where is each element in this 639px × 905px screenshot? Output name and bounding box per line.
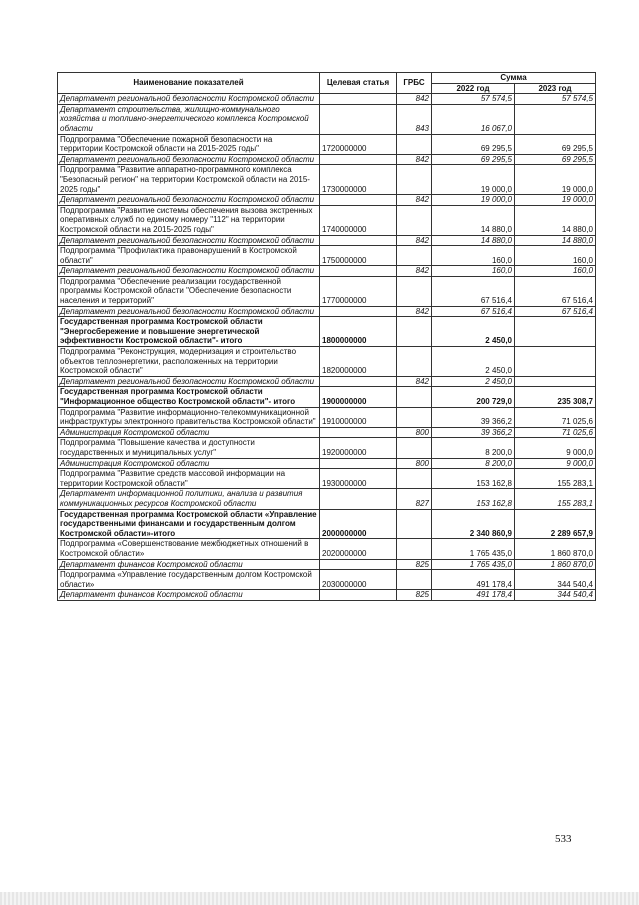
table-row (58, 195, 596, 206)
table-row (58, 205, 596, 235)
row-name-cell: Подпрограмма "Повышение качества и доступности государственных и муниципальных услуг" (58, 438, 320, 458)
row-name-cell: Департамент региональной безопасности Костромской области (58, 235, 320, 246)
row-value-2023-cell (515, 376, 596, 387)
row-target-article-cell (320, 306, 397, 317)
row-value-2022-cell: 491 178,4 (432, 590, 515, 601)
row-value-2023-cell: 67 516,4 (515, 306, 596, 317)
row-target-article-cell: 1820000000 (320, 347, 397, 377)
row-grbs-cell: 800 (397, 458, 432, 469)
row-name-cell: Администрация Костромской области (58, 427, 320, 438)
row-grbs-cell: 842 (397, 306, 432, 317)
row-target-article-cell (320, 489, 397, 509)
row-name-cell: Подпрограмма "Профилактика правонарушений в Костромской области" (58, 246, 320, 266)
budget-table (57, 72, 596, 601)
row-name-cell: Подпрограмма "Развитие аппаратно-программного комплекса "Безопасный регион" на территории Костромской области на 2015-2025 годы" (58, 165, 320, 195)
row-value-2023-cell: 69 295,5 (515, 154, 596, 165)
row-value-2022-cell: 491 178,4 (432, 570, 515, 590)
header-year-2023: 2023 год (515, 83, 596, 94)
row-target-article-cell (320, 376, 397, 387)
row-grbs-cell (397, 539, 432, 559)
row-name-cell: Подпрограмма "Развитие системы обеспечения вызова экстренных оперативных служб по единому номеру "112" на территории Костромской области на 2015-2025 годы" (58, 205, 320, 235)
row-name-cell: Подпрограмма "Обеспечение пожарной безопасности на территории Костромской области на 2015-2025 годы" (58, 134, 320, 154)
table-row (58, 559, 596, 570)
row-value-2022-cell: 153 162,8 (432, 469, 515, 489)
row-value-2023-cell: 19 000,0 (515, 195, 596, 206)
table-body (58, 94, 596, 601)
row-grbs-cell (397, 469, 432, 489)
row-target-article-cell (320, 154, 397, 165)
row-target-article-cell: 1920000000 (320, 438, 397, 458)
row-grbs-cell (397, 205, 432, 235)
row-value-2023-cell: 57 574,5 (515, 94, 596, 105)
row-value-2022-cell: 14 880,0 (432, 205, 515, 235)
row-grbs-cell: 825 (397, 590, 432, 601)
table-row (58, 94, 596, 105)
row-grbs-cell: 842 (397, 376, 432, 387)
row-target-article-cell: 1720000000 (320, 134, 397, 154)
row-value-2022-cell: 39 366,2 (432, 427, 515, 438)
header-name: Наименование показателей (58, 73, 320, 94)
row-grbs-cell: 842 (397, 266, 432, 277)
row-grbs-cell (397, 387, 432, 407)
row-grbs-cell: 827 (397, 489, 432, 509)
row-value-2023-cell: 9 000,0 (515, 458, 596, 469)
row-value-2023-cell: 67 516,4 (515, 276, 596, 306)
row-value-2023-cell: 9 000,0 (515, 438, 596, 458)
row-name-cell: Подпрограмма "Развитие информационно-телекоммуникационной инфраструктуры электронного правительства Костромской области" (58, 407, 320, 427)
table-row (58, 134, 596, 154)
row-target-article-cell: 1900000000 (320, 387, 397, 407)
row-grbs-cell (397, 347, 432, 377)
row-value-2023-cell: 71 025,6 (515, 427, 596, 438)
header-grbs: ГРБС (397, 73, 432, 94)
table-row (58, 438, 596, 458)
table-header (58, 73, 596, 94)
row-value-2022-cell: 2 450,0 (432, 317, 515, 347)
row-value-2023-cell: 14 880,0 (515, 205, 596, 235)
row-name-cell: Подпрограмма "Обеспечение реализации государственной программы Костромской области "Обеспечение безопасности населения и территорий" (58, 276, 320, 306)
row-name-cell: Департамент финансов Костромской области (58, 590, 320, 601)
row-grbs-cell (397, 317, 432, 347)
table-row (58, 276, 596, 306)
row-target-article-cell: 1740000000 (320, 205, 397, 235)
row-name-cell: Департамент региональной безопасности Костромской области (58, 195, 320, 206)
row-target-article-cell: 1770000000 (320, 276, 397, 306)
table-row (58, 165, 596, 195)
row-value-2022-cell: 8 200,0 (432, 458, 515, 469)
row-value-2023-cell: 160,0 (515, 266, 596, 277)
row-grbs-cell (397, 246, 432, 266)
row-grbs-cell (397, 509, 432, 539)
row-name-cell: Подпрограмма «Управление государственным долгом Костромской области» (58, 570, 320, 590)
row-value-2023-cell: 235 308,7 (515, 387, 596, 407)
row-target-article-cell (320, 235, 397, 246)
row-value-2022-cell: 14 880,0 (432, 235, 515, 246)
row-grbs-cell: 842 (397, 195, 432, 206)
row-value-2022-cell: 19 000,0 (432, 165, 515, 195)
row-target-article-cell: 1750000000 (320, 246, 397, 266)
table-row (58, 387, 596, 407)
row-value-2022-cell: 69 295,5 (432, 134, 515, 154)
row-name-cell: Департамент строительства, жилищно-коммунального хозяйства и топливно-энергетического комплекса Костромской области (58, 104, 320, 134)
row-grbs-cell (397, 165, 432, 195)
row-value-2022-cell: 153 162,8 (432, 489, 515, 509)
row-target-article-cell (320, 458, 397, 469)
row-value-2023-cell: 1 860 870,0 (515, 539, 596, 559)
table-row (58, 509, 596, 539)
row-value-2022-cell: 67 516,4 (432, 306, 515, 317)
row-name-cell: Подпрограмма «Совершенствование межбюджетных отношений в Костромской области» (58, 539, 320, 559)
table-row (58, 570, 596, 590)
row-value-2023-cell: 1 860 870,0 (515, 559, 596, 570)
row-value-2023-cell: 160,0 (515, 246, 596, 266)
row-target-article-cell (320, 266, 397, 277)
row-target-article-cell: 1730000000 (320, 165, 397, 195)
table-row (58, 347, 596, 377)
table-row (58, 104, 596, 134)
row-value-2022-cell: 67 516,4 (432, 276, 515, 306)
row-grbs-cell (397, 276, 432, 306)
row-value-2023-cell: 71 025,6 (515, 407, 596, 427)
scan-edge (0, 892, 639, 905)
row-target-article-cell (320, 104, 397, 134)
table-row (58, 317, 596, 347)
row-value-2022-cell: 1 765 435,0 (432, 539, 515, 559)
table-row (58, 154, 596, 165)
row-name-cell: Государственная программа Костромской области «Управление государственными финансами и государственным долгом Костромской области»-итого (58, 509, 320, 539)
table-row (58, 469, 596, 489)
row-name-cell: Департамент региональной безопасности Костромской области (58, 154, 320, 165)
row-grbs-cell (397, 570, 432, 590)
row-name-cell: Подпрограмма "Развитие средств массовой информации на территории Костромской области" (58, 469, 320, 489)
row-value-2023-cell: 19 000,0 (515, 165, 596, 195)
row-value-2023-cell (515, 317, 596, 347)
row-target-article-cell: 2030000000 (320, 570, 397, 590)
row-value-2023-cell: 155 283,1 (515, 489, 596, 509)
row-target-article-cell: 1930000000 (320, 469, 397, 489)
row-value-2022-cell: 19 000,0 (432, 195, 515, 206)
row-value-2022-cell: 8 200,0 (432, 438, 515, 458)
row-name-cell: Департамент региональной безопасности Костромской области (58, 376, 320, 387)
row-grbs-cell (397, 134, 432, 154)
row-grbs-cell: 800 (397, 427, 432, 438)
header-year-2022: 2022 год (432, 83, 515, 94)
row-value-2023-cell: 14 880,0 (515, 235, 596, 246)
row-value-2023-cell: 2 289 657,9 (515, 509, 596, 539)
row-grbs-cell: 825 (397, 559, 432, 570)
table-row (58, 489, 596, 509)
table-row (58, 590, 596, 601)
row-target-article-cell (320, 590, 397, 601)
row-grbs-cell: 842 (397, 154, 432, 165)
row-value-2022-cell: 2 450,0 (432, 376, 515, 387)
table-row (58, 458, 596, 469)
row-name-cell: Департамент финансов Костромской области (58, 559, 320, 570)
row-value-2022-cell: 39 366,2 (432, 407, 515, 427)
header-sum: Сумма (432, 73, 596, 84)
row-value-2022-cell: 69 295,5 (432, 154, 515, 165)
row-value-2022-cell: 2 450,0 (432, 347, 515, 377)
table-row (58, 266, 596, 277)
row-name-cell: Государственная программа Костромской области "Энергосбережение и повышение энергетической эффективности Костромской области"- итого (58, 317, 320, 347)
row-grbs-cell: 843 (397, 104, 432, 134)
row-name-cell: Департамент региональной безопасности Костромской области (58, 306, 320, 317)
row-target-article-cell (320, 559, 397, 570)
table-row (58, 427, 596, 438)
row-value-2022-cell: 1 765 435,0 (432, 559, 515, 570)
table-row (58, 235, 596, 246)
row-name-cell: Подпрограмма "Реконструкция, модернизация и строительство объектов теплоэнергетики, расположенных на территории Костромской области" (58, 347, 320, 377)
row-value-2022-cell: 16 067,0 (432, 104, 515, 134)
header-target-article: Целевая статья (320, 73, 397, 94)
table-row (58, 376, 596, 387)
row-value-2023-cell (515, 347, 596, 377)
row-target-article-cell (320, 427, 397, 438)
row-value-2022-cell: 160,0 (432, 246, 515, 266)
table-row (58, 539, 596, 559)
row-name-cell: Государственная программа Костромской области "Информационное общество Костромской области"- итого (58, 387, 320, 407)
row-value-2022-cell: 57 574,5 (432, 94, 515, 105)
row-value-2022-cell: 2 340 860,9 (432, 509, 515, 539)
row-grbs-cell: 842 (397, 94, 432, 105)
table-row (58, 306, 596, 317)
row-grbs-cell: 842 (397, 235, 432, 246)
row-target-article-cell: 1910000000 (320, 407, 397, 427)
row-value-2023-cell: 155 283,1 (515, 469, 596, 489)
row-value-2022-cell: 200 729,0 (432, 387, 515, 407)
row-name-cell: Департамент региональной безопасности Костромской области (58, 266, 320, 277)
row-target-article-cell: 2020000000 (320, 539, 397, 559)
row-target-article-cell: 1800000000 (320, 317, 397, 347)
row-value-2023-cell: 344 540,4 (515, 570, 596, 590)
row-value-2023-cell: 344 540,4 (515, 590, 596, 601)
row-grbs-cell (397, 438, 432, 458)
page-number: 533 (555, 833, 572, 845)
row-name-cell: Департамент региональной безопасности Костромской области (58, 94, 320, 105)
row-name-cell: Администрация Костромской области (58, 458, 320, 469)
row-value-2022-cell: 160,0 (432, 266, 515, 277)
row-target-article-cell (320, 94, 397, 105)
row-target-article-cell (320, 195, 397, 206)
row-target-article-cell: 2000000000 (320, 509, 397, 539)
table-row (58, 407, 596, 427)
row-value-2023-cell: 69 295,5 (515, 134, 596, 154)
row-value-2023-cell (515, 104, 596, 134)
row-grbs-cell (397, 407, 432, 427)
table-row (58, 246, 596, 266)
row-name-cell: Департамент информационной политики, анализа и развития коммуникационных ресурсов Костромской области (58, 489, 320, 509)
